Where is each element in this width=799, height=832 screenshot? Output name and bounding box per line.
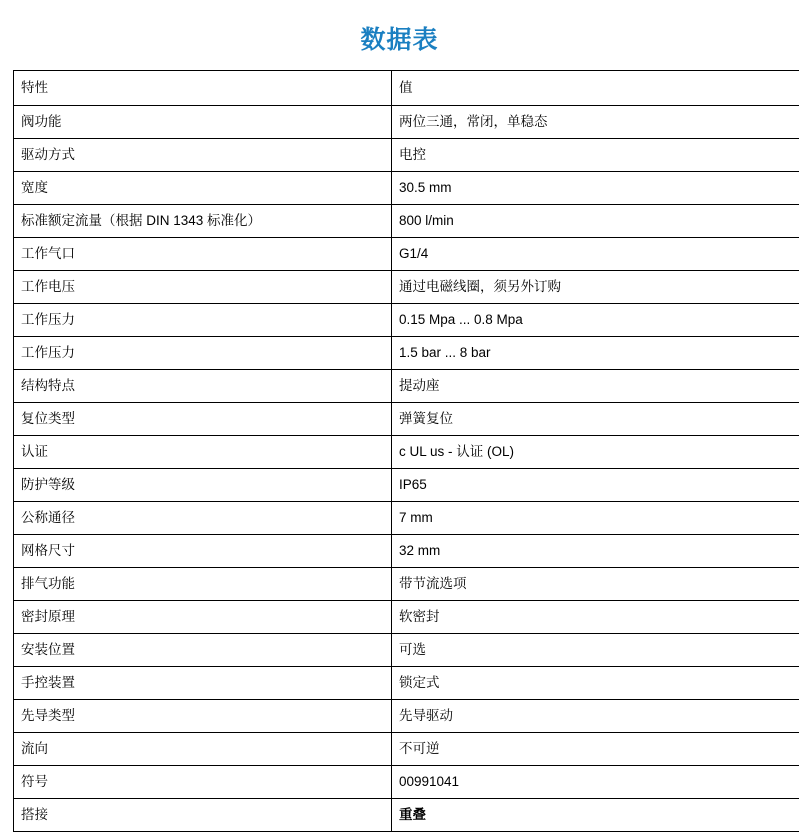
row-value: G1/4 <box>392 238 799 271</box>
row-property: 手控装置 <box>14 667 392 700</box>
row-property: 宽度 <box>14 172 392 205</box>
row-property: 公称通径 <box>14 502 392 535</box>
row-value: 00991041 <box>392 766 799 799</box>
row-value: IP65 <box>392 469 799 502</box>
row-property: 符号 <box>14 766 392 799</box>
row-property: 安装位置 <box>14 634 392 667</box>
table-row <box>14 469 799 502</box>
row-property: 结构特点 <box>14 370 392 403</box>
page-title: 数据表 <box>0 20 799 56</box>
row-value: 两位三通，常闭，单稳态 <box>392 106 799 139</box>
table-row <box>14 205 799 238</box>
row-value: 1.5 bar ... 8 bar <box>392 337 799 370</box>
row-value: 提动座 <box>392 370 799 403</box>
row-property: 先导类型 <box>14 700 392 733</box>
table-row <box>14 568 799 601</box>
table-row <box>14 139 799 172</box>
table-body <box>14 71 799 832</box>
row-property: 工作电压 <box>14 271 392 304</box>
table-row <box>14 634 799 667</box>
row-value: 弹簧复位 <box>392 403 799 436</box>
column-header-value: 值 <box>392 71 799 106</box>
table-row <box>14 403 799 436</box>
row-property: 流向 <box>14 733 392 766</box>
row-property: 阀功能 <box>14 106 392 139</box>
row-value: 电控 <box>392 139 799 172</box>
row-value: 30.5 mm <box>392 172 799 205</box>
table-row <box>14 502 799 535</box>
row-value: 带节流选项 <box>392 568 799 601</box>
table-row <box>14 667 799 700</box>
row-property: 工作压力 <box>14 304 392 337</box>
table-row <box>14 238 799 271</box>
row-value: 0.15 Mpa ... 0.8 Mpa <box>392 304 799 337</box>
row-property: 工作压力 <box>14 337 392 370</box>
datasheet-page <box>0 20 799 832</box>
table-row <box>14 700 799 733</box>
row-value: 可选 <box>392 634 799 667</box>
row-property: 复位类型 <box>14 403 392 436</box>
row-value: 不可逆 <box>392 733 799 766</box>
row-value: 通过电磁线圈，须另外订购 <box>392 271 799 304</box>
row-property: 网格尺寸 <box>14 535 392 568</box>
row-property: 工作气口 <box>14 238 392 271</box>
row-value: 32 mm <box>392 535 799 568</box>
row-property: 密封原理 <box>14 601 392 634</box>
table-header-row <box>14 71 799 106</box>
table-row <box>14 337 799 370</box>
row-value: 软密封 <box>392 601 799 634</box>
table-row <box>14 601 799 634</box>
table-row <box>14 304 799 337</box>
row-property: 标准额定流量（根据 DIN 1343 标准化） <box>14 205 392 238</box>
row-property: 搭接 <box>14 799 392 832</box>
row-value: 800 l/min <box>392 205 799 238</box>
table-row <box>14 766 799 799</box>
row-value: 7 mm <box>392 502 799 535</box>
row-property: 防护等级 <box>14 469 392 502</box>
row-value: 锁定式 <box>392 667 799 700</box>
row-property: 驱动方式 <box>14 139 392 172</box>
table-row <box>14 799 799 832</box>
table-row <box>14 172 799 205</box>
table-row <box>14 535 799 568</box>
table-row <box>14 733 799 766</box>
specifications-table <box>13 70 799 832</box>
row-property: 认证 <box>14 436 392 469</box>
table-row <box>14 370 799 403</box>
row-property: 排气功能 <box>14 568 392 601</box>
table-row <box>14 106 799 139</box>
table-row <box>14 271 799 304</box>
row-value: 重叠 <box>392 799 799 832</box>
column-header-property: 特性 <box>14 71 392 106</box>
row-value: 先导驱动 <box>392 700 799 733</box>
row-value: c UL us - 认证 (OL) <box>392 436 799 469</box>
table-row <box>14 436 799 469</box>
